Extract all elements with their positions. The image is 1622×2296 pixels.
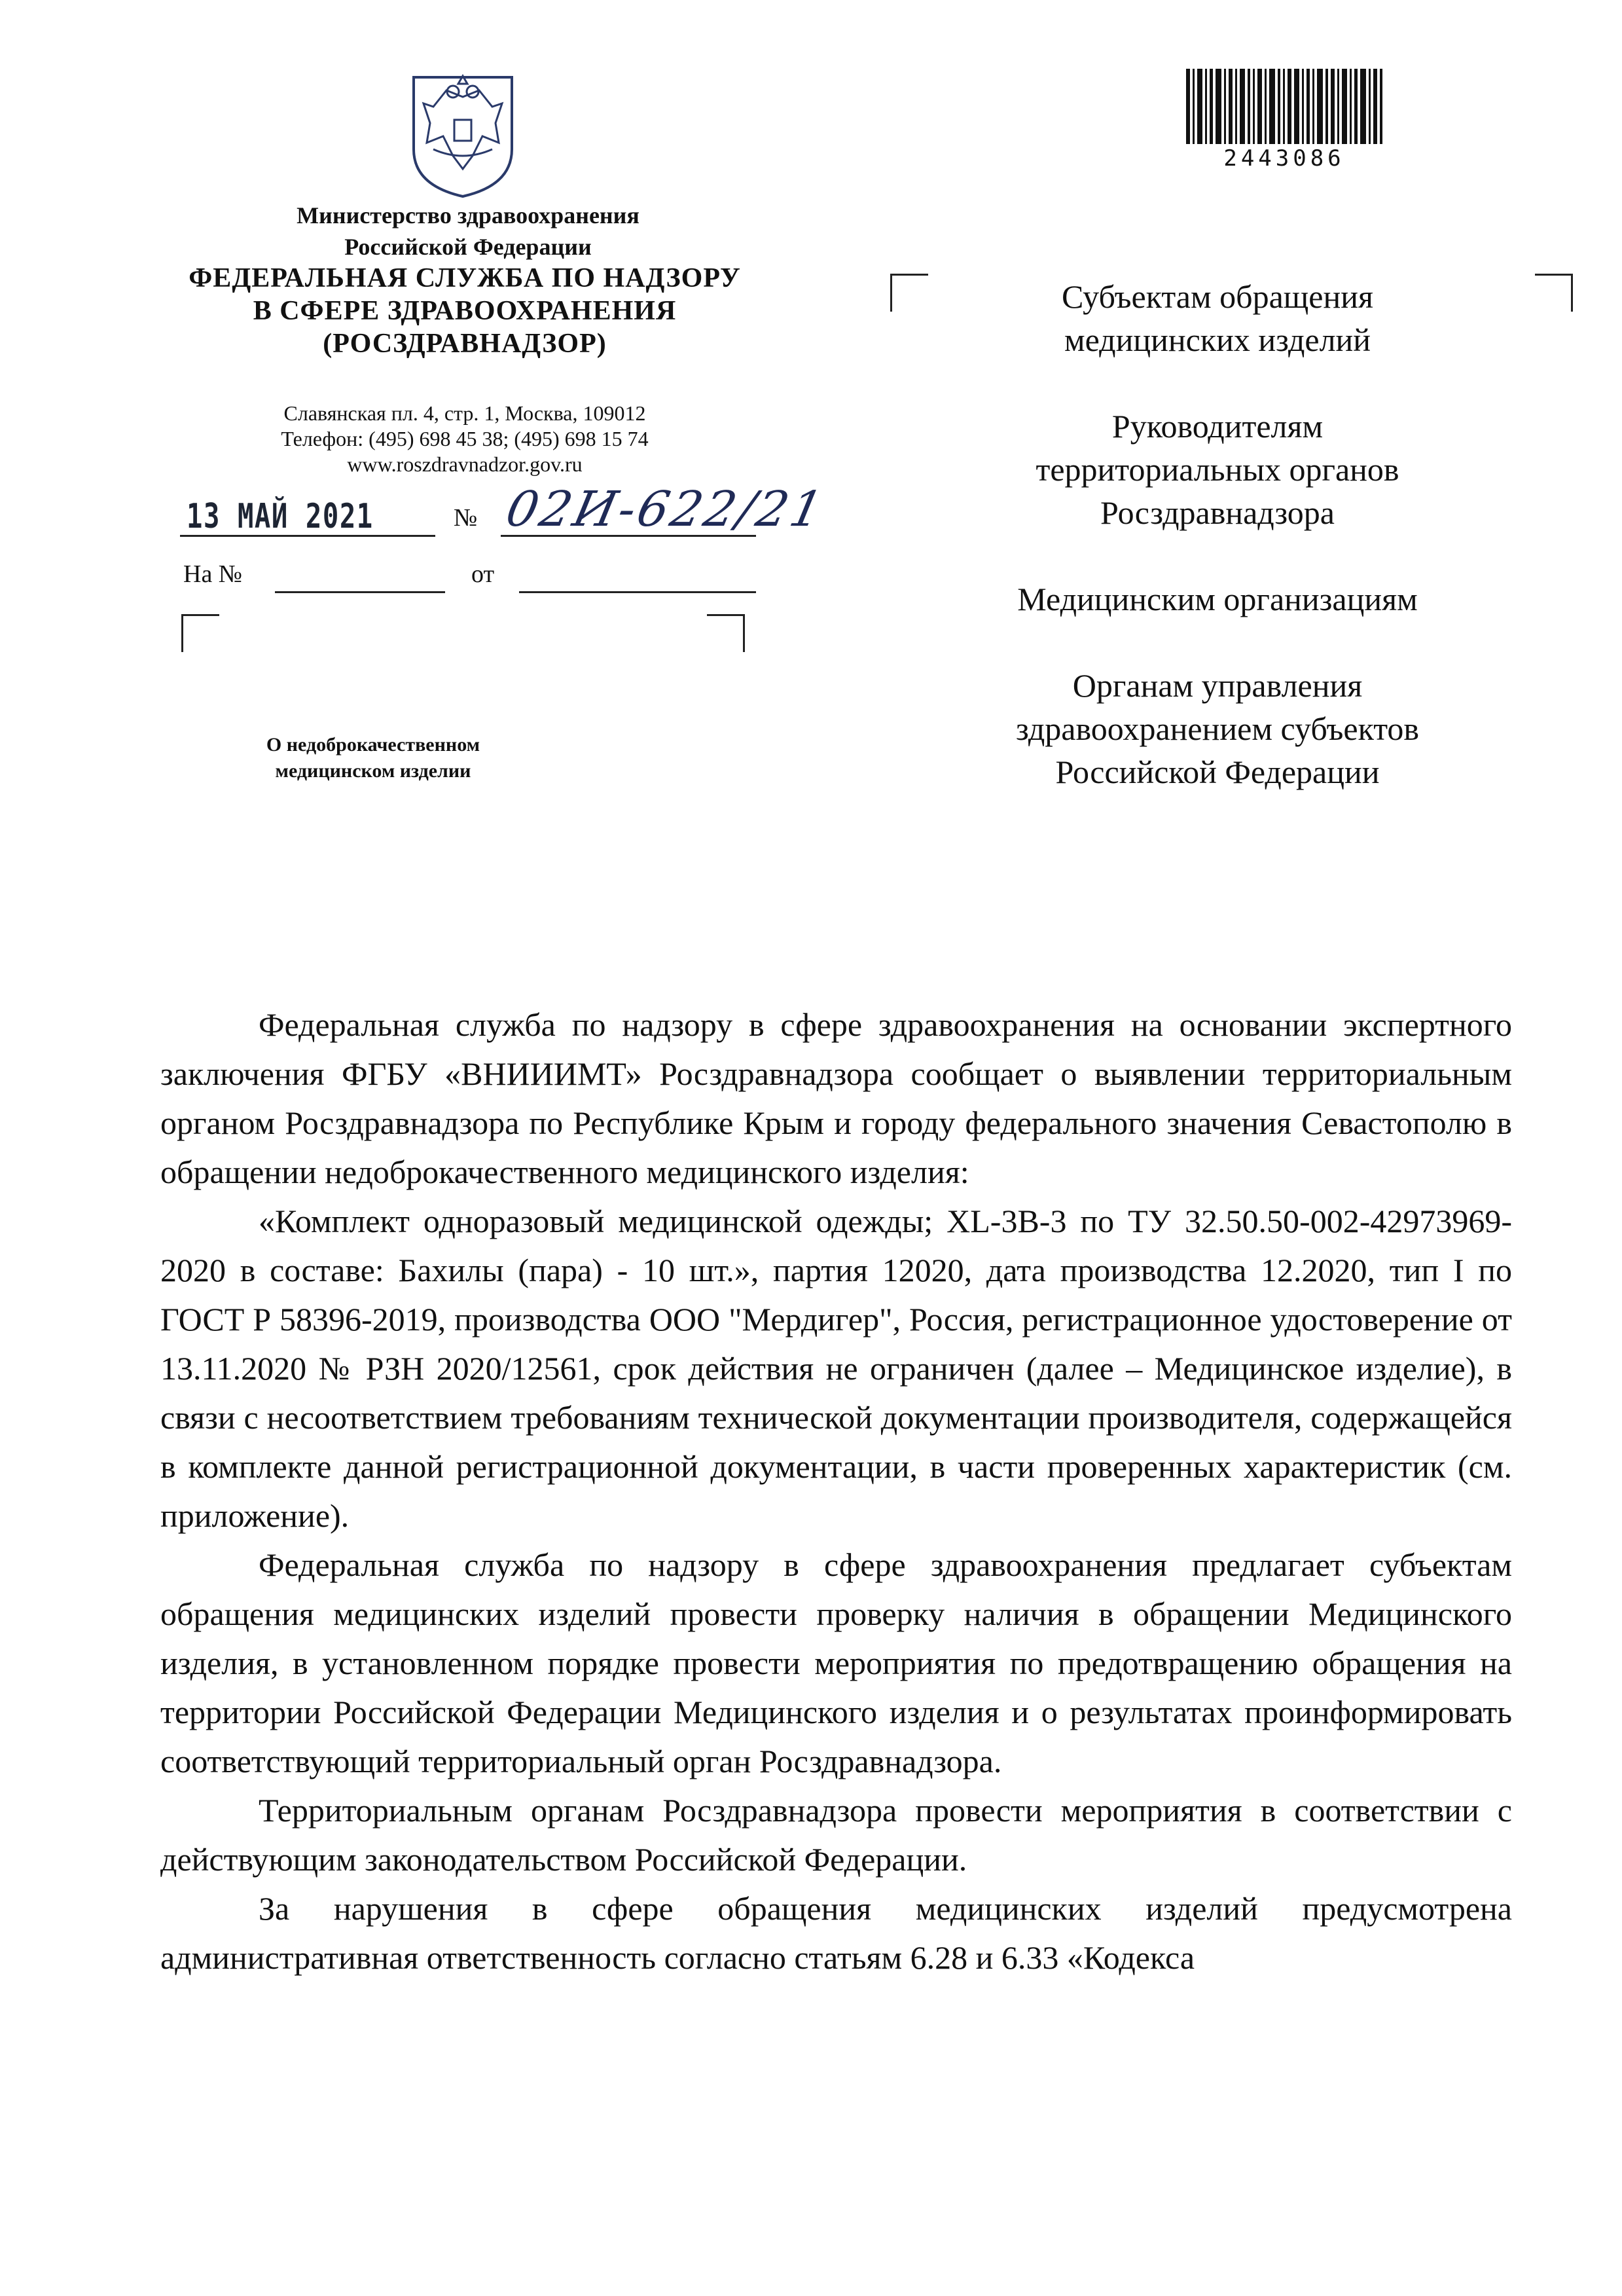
- recipient-3: [949, 577, 1486, 621]
- recipient-1-line-1: Субъектам обращения: [1062, 278, 1373, 315]
- registration-date-stamp: 13 МАЙ 2021: [187, 497, 374, 536]
- recipient-4: [949, 664, 1486, 793]
- number-sign: №: [454, 504, 478, 532]
- letter-subject: [223, 732, 524, 784]
- number-underline: [501, 535, 756, 537]
- agency-address: [236, 401, 694, 477]
- agency-line-3: (РОСЗДРАВНАДЗОР): [323, 329, 607, 359]
- recipient-2-line-3: Росздравнадзора: [1100, 494, 1335, 531]
- letter-body: [160, 1000, 1512, 1982]
- reference-number-label: На №: [183, 560, 243, 588]
- barcode: [1186, 69, 1382, 151]
- address-line-2: Телефон: (495) 698 45 38; (495) 698 15 74: [281, 427, 649, 450]
- ministry-line-2: Российской Федерации: [344, 234, 592, 260]
- coat-of-arms-emblem: [407, 71, 518, 199]
- reference-number-line: [275, 591, 445, 593]
- agency-line-2: В СФЕРЕ ЗДРАВООХРАНЕНИЯ: [253, 296, 677, 326]
- corner-mark-right: [707, 614, 745, 652]
- agency-line-1: ФЕДЕРАЛЬНАЯ СЛУЖБА ПО НАДЗОРУ: [189, 263, 741, 293]
- ministry-name: [249, 200, 687, 263]
- reference-date-line: [519, 591, 756, 593]
- corner-mark-left: [181, 614, 219, 652]
- subject-line-1: О недоброкачественном: [266, 734, 480, 756]
- body-paragraph-3: Федеральная служба по надзору в сфере здравоохранения предлагает субъектам обращения медицинских изделий провести проверку наличия в обращении Медицинского изделия, в установленном порядке провести мероприятия по предотвращению обращения на территории Российской Федерации Медицинского изделия и о результатах проинформировать соответствующий территориальный орган Росздравнадзора.: [160, 1546, 1512, 1779]
- recipient-3-line-1: Медицинским организациям: [1017, 581, 1418, 617]
- recipient-corner-right: [1535, 274, 1573, 312]
- recipient-4-line-2: здравоохранением субъектов: [1015, 710, 1420, 747]
- registration-number-handwritten: 02И-622/21: [501, 481, 831, 538]
- date-underline: [180, 535, 435, 537]
- barcode-number: 2443086: [1223, 145, 1345, 172]
- recipient-2: [949, 405, 1486, 534]
- address-line-1: Славянская пл. 4, стр. 1, Москва, 109012: [283, 401, 646, 425]
- website: www.roszdravnadzor.gov.ru: [347, 452, 583, 476]
- body-paragraph-2: «Комплект одноразовый медицинской одежды; XL-3B-3 по ТУ 32.50.50-002-42973969-2020 в составе: Бахилы (пара) - 10 шт.», партия 12020, дата производства 12.2020, тип I по ГОСТ Р 58396-2019, производства ООО "Мердигер", Россия, регистрационное удостоверение от 13.11.2020 № РЗН 2020/12561, срок действия не ограничен (далее – Медицинское изделие), в связи с несоответствием требованиям технической документации производителя, содержащейся в комплекте данной регистрационной документации, в части проверенных характеристик (см. приложение).: [160, 1203, 1512, 1534]
- body-paragraph-5: За нарушения в сфере обращения медицинских изделий предусмотрена административная ответственность согласно статьям 6.28 и 6.33 «Кодекса: [160, 1890, 1512, 1976]
- recipient-2-line-1: Руководителям: [1111, 408, 1324, 445]
- recipient-1: [949, 275, 1486, 361]
- recipient-2-line-2: территориальных органов: [1036, 451, 1399, 488]
- registration-row: [180, 481, 831, 540]
- body-paragraph-1: Федеральная служба по надзору в сфере здравоохранения на основании экспертного заключения ФГБУ «ВНИИИМТ» Росздравнадзора сообщает о выявлении территориальным органом Росздравнадзора по Республике Крым и городу федерального значения Севастополю в обращении недоброкачественного медицинского изделия:: [160, 1006, 1512, 1190]
- recipient-1-line-2: медицинских изделий: [1064, 321, 1371, 358]
- reference-from-label: от: [471, 560, 495, 588]
- recipient-corner-left: [890, 274, 928, 312]
- ministry-line-1: Министерство здравоохранения: [297, 202, 640, 228]
- recipient-4-line-3: Российской Федерации: [1055, 754, 1380, 790]
- agency-name: [177, 262, 753, 360]
- subject-line-2: медицинском изделии: [275, 760, 471, 782]
- reference-row: [180, 560, 756, 599]
- recipient-4-line-1: Органам управления: [1072, 667, 1363, 704]
- recipients-block: [949, 275, 1486, 837]
- body-paragraph-4: Территориальным органам Росздравнадзора провести мероприятия в соответствии с действующим законодательством Российской Федерации.: [160, 1792, 1512, 1878]
